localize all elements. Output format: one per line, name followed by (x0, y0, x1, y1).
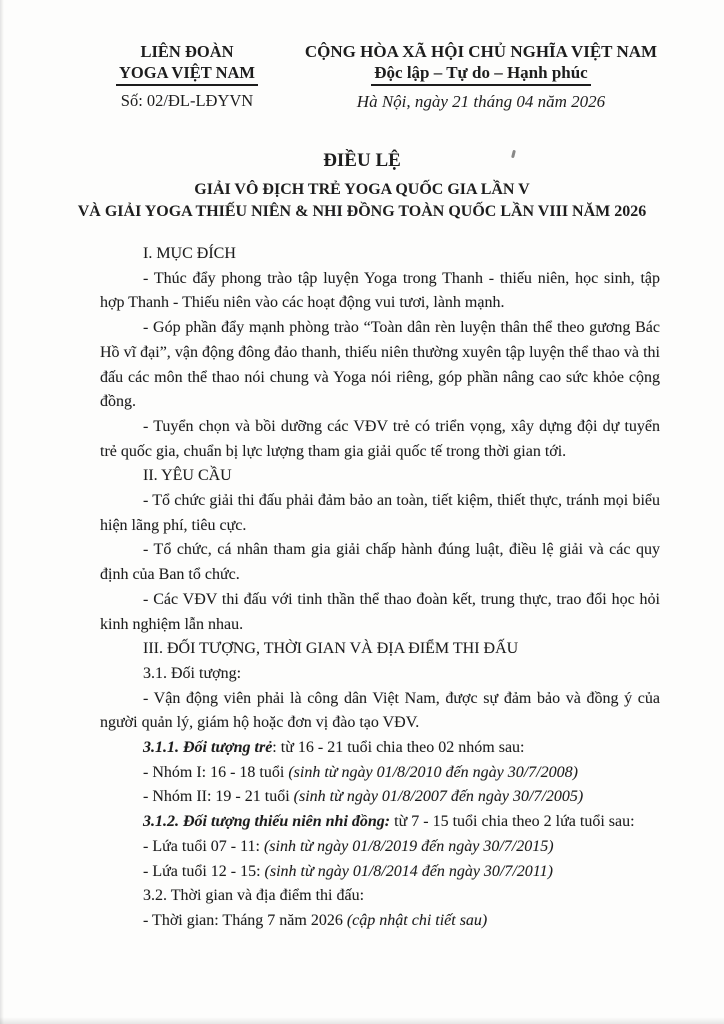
text-segment: - Nhóm II: 19 - 21 tuổi (143, 788, 294, 806)
text-segment: III. ĐỐI TƯỢNG, THỜI GIAN VÀ ĐỊA ĐIỂM THI ĐẤU (143, 640, 519, 658)
text-segment: - Thời gian: Tháng 7 năm 2026 (143, 911, 347, 929)
text-segment: 3.1. Đối tượng: (143, 664, 242, 682)
text-segment: 3.1.1. Đối tượng trẻ (143, 739, 273, 757)
document-type-title: ĐIỀU LỆ (323, 150, 401, 171)
section-heading (100, 662, 660, 687)
section-heading (100, 637, 660, 662)
text-segment: - Thúc đẩy phong trào tập luyện Yoga trong Thanh - thiếu niên, học sinh, tập hợp Thanh - Thiếu niên vào các hoạt động vui tươi, lành mạnh. (100, 269, 660, 312)
paragraph (100, 736, 660, 761)
text-segment: (cập nhật chi tiết sau) (346, 911, 488, 929)
text-segment: (sinh từ ngày 01/8/2010 đến ngày 30/7/2008) (288, 763, 578, 781)
section-heading (100, 884, 660, 909)
paragraph (100, 761, 660, 786)
document-body (100, 242, 660, 934)
paragraph (100, 316, 660, 415)
national-title: CỘNG HÒA XÃ HỘI CHỦ NGHĨA VIỆT NAM (304, 42, 658, 61)
tournament-title-line1: GIẢI VÔ ĐỊCH TRẺ YOGA QUỐC GIA LẦN V (194, 181, 530, 198)
text-segment: - Nhóm I: 16 - 18 tuổi (143, 763, 289, 781)
tournament-title-line2: VÀ GIẢI YOGA THIẾU NIÊN & NHI ĐỒNG TOÀN QUỐC LẦN VIII NĂM 2026 (77, 203, 647, 220)
text-segment: - Lứa tuổi 12 - 15: (143, 862, 265, 880)
paragraph (100, 267, 660, 316)
issuer-header-block (87, 41, 287, 111)
text-segment: : từ 16 - 21 tuổi chia theo 02 nhóm sau: (272, 739, 525, 757)
text-segment: từ 7 - 15 tuổi chia theo 2 lứa tuổi sau: (390, 813, 635, 831)
text-segment: I. MỤC ĐÍCH (143, 245, 236, 262)
paragraph (100, 489, 660, 538)
text-segment: - Vận động viên phải là công dân Việt Nam, được sự đảm bảo và đồng ý của người quản lý, giám hộ hoặc đơn vị đào tạo VĐV. (100, 689, 660, 732)
text-segment: 3.1.2. Đối tượng thiếu niên nhi đồng: (143, 813, 391, 831)
text-segment: II. YÊU CẦU (143, 467, 232, 485)
document-number: Số: 02/ĐL-LĐYVN (120, 91, 254, 110)
national-motto: Độc lập – Tự do – Hạnh phúc (371, 62, 590, 86)
paragraph (100, 687, 660, 736)
document-title-block (34, 149, 690, 223)
text-segment: (sinh từ ngày 01/8/2014 đến ngày 30/7/2011) (264, 862, 553, 880)
paragraph (100, 860, 660, 885)
national-header-block (281, 41, 681, 112)
issuer-name-line2: YOGA VIỆT NAM (116, 62, 258, 86)
text-segment: - Góp phần đẩy mạnh phòng trào “Toàn dân rèn luyện thân thể theo gương Bác Hồ vĩ đại”, vận động đông đảo thanh, thiếu niên thường xuyên tập luyện thể thao và thi đấu các môn thể thao nói chung và Yoga nói riêng, góp phần nâng cao sức khỏe cộng đồng. (100, 319, 660, 411)
text-segment: - Tổ chức, cá nhân tham gia giải chấp hành đúng luật, điều lệ giải và các quy định của Ban tổ chức. (100, 541, 660, 584)
text-segment: - Tuyển chọn và bồi dưỡng các VĐV trẻ có triển vọng, xây dựng đội dự tuyển trẻ quốc gia, chuẩn bị lực lượng tham gia giải quốc tế trong thời gian tới. (100, 417, 660, 460)
text-segment: - Tổ chức giải thi đấu phải đảm bảo an toàn, tiết kiệm, thiết thực, tránh mọi biểu hiện lãng phí, tiêu cực. (100, 492, 660, 534)
scan-left-edge-shadow (0, 0, 4, 1024)
paragraph (100, 835, 660, 860)
section-heading (100, 464, 660, 489)
paragraph (100, 415, 660, 464)
issuer-name-line1: LIÊN ĐOÀN (140, 42, 234, 61)
text-segment: (sinh từ ngày 01/8/2019 đến ngày 30/7/2015) (263, 837, 554, 855)
section-heading (100, 242, 660, 267)
text-segment: - Lứa tuổi 07 - 11: (143, 837, 264, 855)
text-segment: (sinh từ ngày 01/8/2007 đến ngày 30/7/2005) (293, 788, 584, 806)
paragraph (100, 810, 660, 835)
text-segment: 3.2. Thời gian và địa điểm thi đấu: (143, 887, 365, 905)
paragraph (100, 538, 660, 587)
paragraph (100, 909, 660, 934)
place-and-date: Hà Nội, ngày 21 tháng 04 năm 2026 (356, 92, 606, 111)
text-segment: - Các VĐV thi đấu với tinh thần thể thao đoàn kết, trung thực, trao đổi học hỏi kinh nghiệm lẫn nhau. (100, 590, 660, 633)
scan-bottom-edge-shadow (0, 1017, 724, 1024)
paragraph (100, 588, 660, 637)
paragraph (100, 785, 660, 810)
